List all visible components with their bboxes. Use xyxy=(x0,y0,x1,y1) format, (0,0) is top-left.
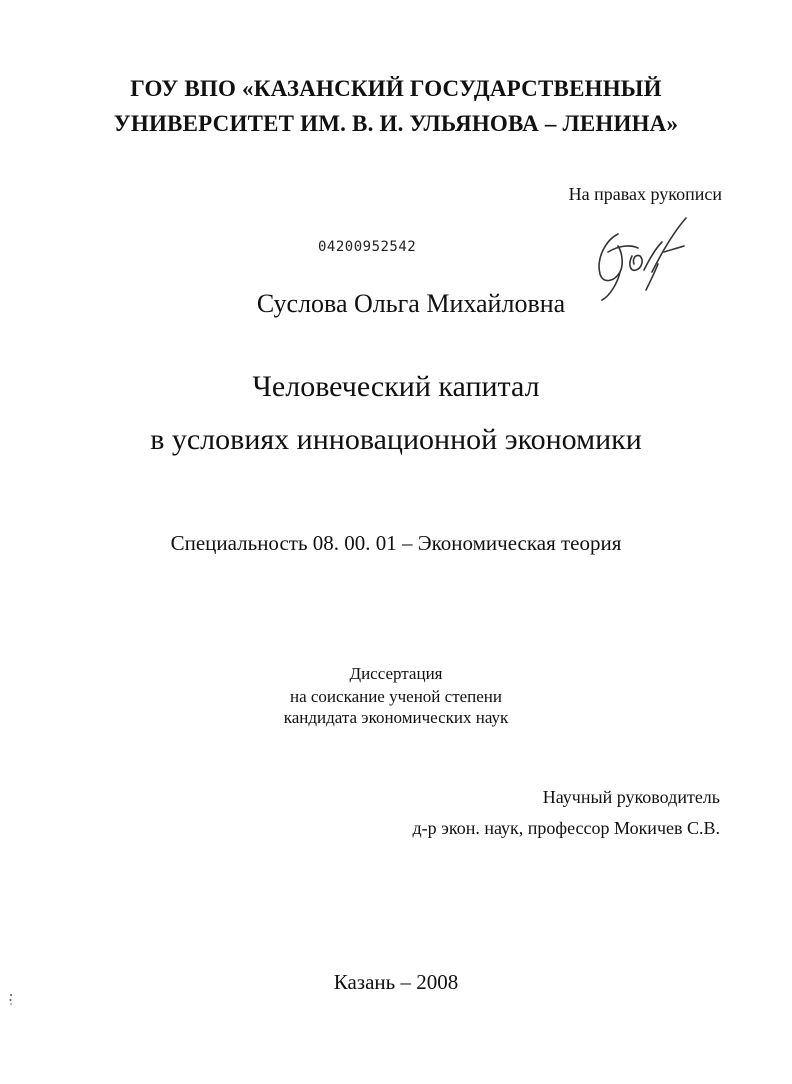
supervisor-label: Научный руководитель xyxy=(542,787,720,807)
title-line-2: в условиях инновационной экономики xyxy=(150,423,642,456)
author-name: Суслова Ольга Михайловна xyxy=(256,289,566,318)
institution-line-2: УНИВЕРСИТЕТ ИМ. В. И. УЛЬЯНОВА – ЛЕНИНА» xyxy=(113,111,679,136)
dissertation-line-1: Диссертация xyxy=(349,664,443,683)
institution-line-1: ГОУ ВПО «КАЗАНСКИЙ ГОСУДАРСТВЕННЫЙ xyxy=(130,76,662,101)
dissertation-line-3: кандидата экономических наук xyxy=(283,708,509,727)
rights-note: На правах рукописи xyxy=(568,184,722,204)
title-line-1: Человеческий капитал xyxy=(252,370,540,403)
library-code: 04200952542 xyxy=(318,239,417,255)
specialty: Специальность 08. 00. 01 – Экономическая теория xyxy=(170,531,622,555)
city-year: Казань – 2008 xyxy=(333,970,459,994)
dissertation-line-2: на соискание ученой степени xyxy=(289,687,503,706)
scan-mark xyxy=(8,992,14,1006)
supervisor-name: д-р экон. наук, профессор Мокичев С.В. xyxy=(412,818,720,838)
